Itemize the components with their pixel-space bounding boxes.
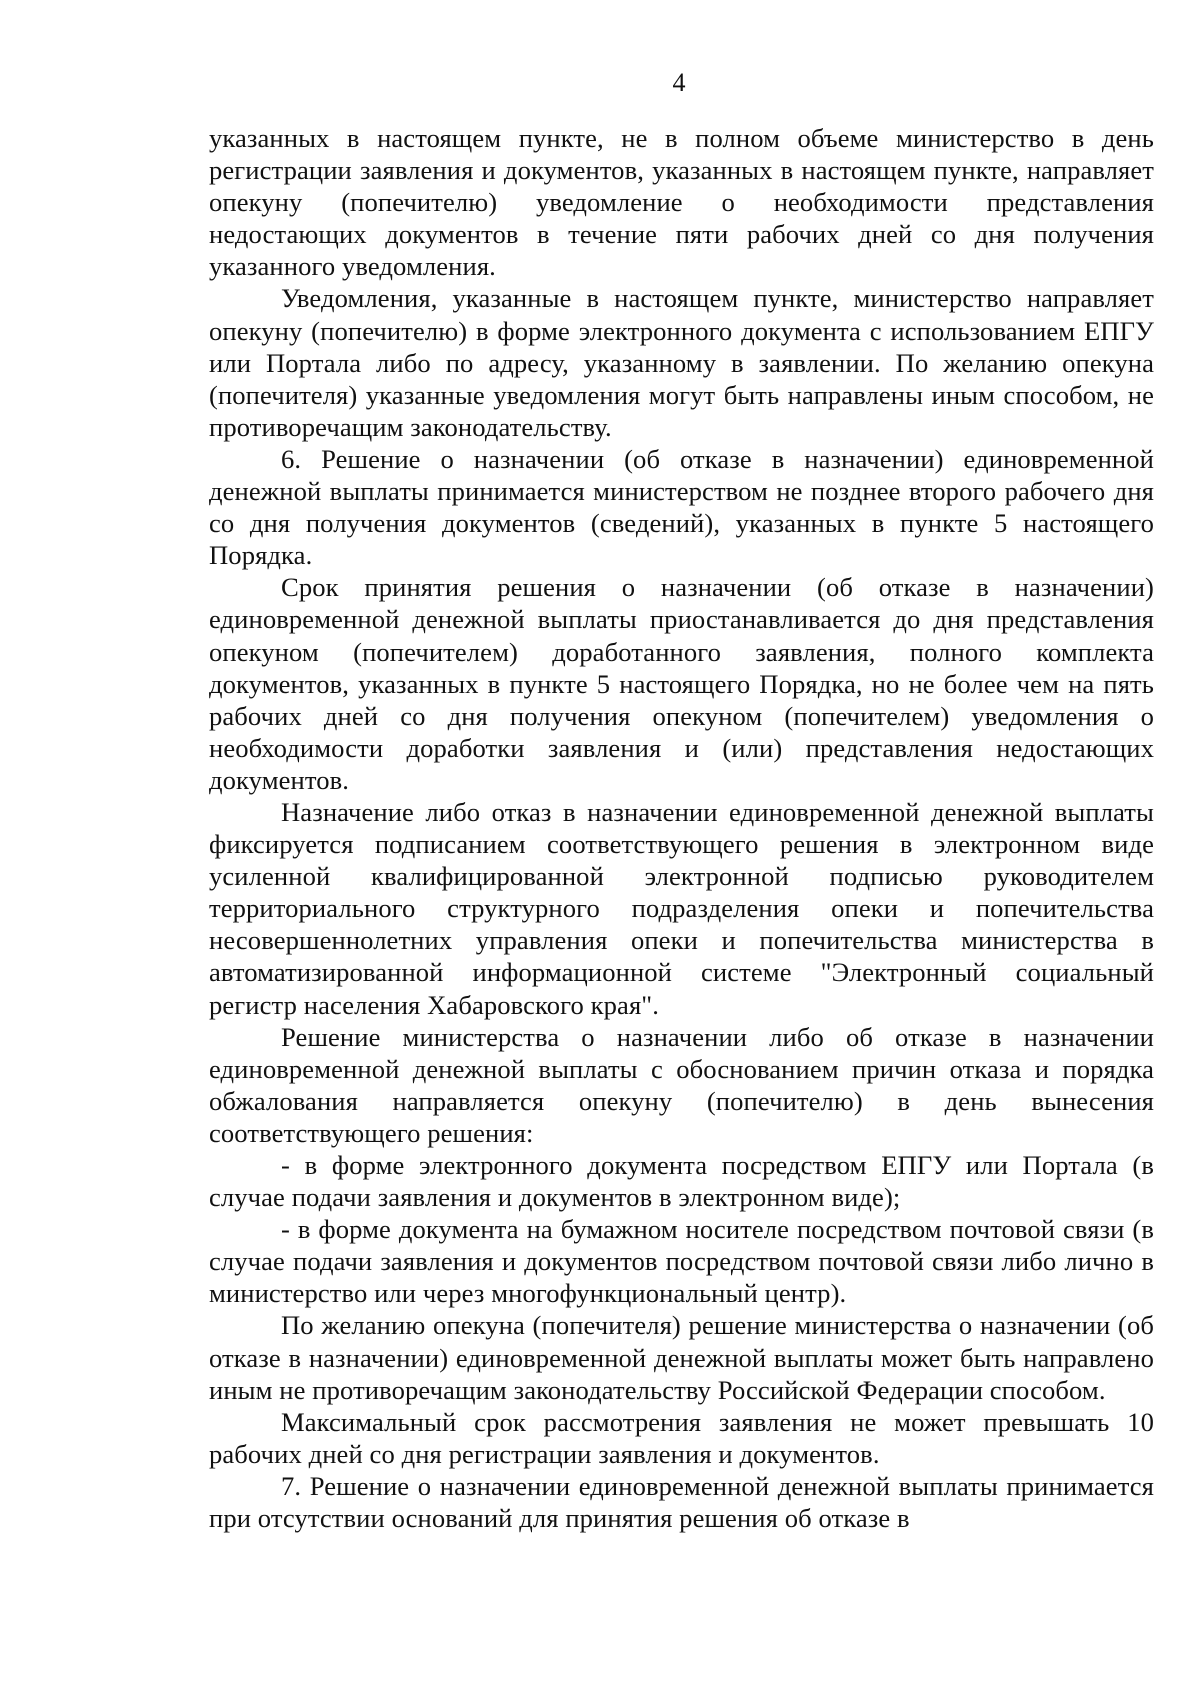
paragraph-decision-term: Срок принятия решения о назначении (об отказе в назначении) единовременной денежной выплаты приостанавливается до дня представления опекуном (попечителем) доработанного заявления, полного комплекта документов, указанных в пункте 5 настоящего Порядка, но не более чем на пять рабочих дней со дня получения опекуном (попечителем) уведомления о необходимости доработки заявления и (или) представления недостающих документов.: [209, 572, 1154, 795]
paragraph-continuation: указанных в настоящем пункте, не в полном объеме министерство в день регистрации заявления и документов, указанных в настоящем пункте, направляет опекуну (попечителю) уведомление о необходимости представления недостающих документов в течение пяти рабочих дней со дня получения указанного уведомления.: [209, 123, 1154, 282]
paragraph-item-7: 7. Решение о назначении единовременной денежной выплаты принимается при отсутствии оснований для принятия решения об отказе в: [209, 1470, 1154, 1534]
paragraph-item-6: 6. Решение о назначении (об отказе в назначении) единовременной денежной выплаты принимается министерством не позднее второго рабочего дня со дня получения документов (сведений), указанных в пункте 5 настоящего Порядка.: [209, 443, 1154, 571]
list-item-electronic: - в форме электронного документа посредством ЕПГУ или Портала (в случае подачи заявления и документов в электронном виде);: [209, 1150, 1154, 1213]
paragraph-decision-delivery: Решение министерства о назначении либо об отказе в назначении единовременной денежной выплаты с обоснованием причин отказа и порядка обжалования направляется опекуну (попечителю) в день вынесения соответствующего решения:: [209, 1021, 1154, 1148]
document-body: [209, 122, 1154, 1534]
paragraph-decision-signing: Назначение либо отказ в назначении единовременной денежной выплаты фиксируется подписанием соответствующего решения в электронном виде усиленной квалифицированной электронной подписью руководителем территориального структурного подразделения опеки и попечительства несовершеннолетних управления опеки и попечительства министерства в автоматизированной информационной системе "Электронный социальный регистр населения Хабаровского края".: [209, 796, 1154, 1020]
page-number: 4: [672, 68, 686, 97]
paragraph-other-method: По желанию опекуна (попечителя) решение министерства о назначении (об отказе в назначении) единовременной денежной выплаты может быть направлено иным не противоречащим законодательству Российской Федерации способом.: [209, 1310, 1154, 1405]
paragraph-max-term: Максимальный срок рассмотрения заявления не может превышать 10 рабочих дней со дня регистрации заявления и документов.: [209, 1406, 1154, 1469]
paragraph-notifications: Уведомления, указанные в настоящем пункте, министерство направляет опекуну (попечителю) в форме электронного документа с использованием ЕПГУ или Портала либо по адресу, указанному в заявлении. По желанию опекуна (попечителя) указанные уведомления могут быть направлены иным способом, не противоречащим законодательству.: [209, 283, 1154, 442]
list-item-paper: - в форме документа на бумажном носителе посредством почтовой связи (в случае подачи заявления и документов посредством почтовой связи либо лично в министерство или через многофункциональный центр).: [209, 1214, 1154, 1309]
